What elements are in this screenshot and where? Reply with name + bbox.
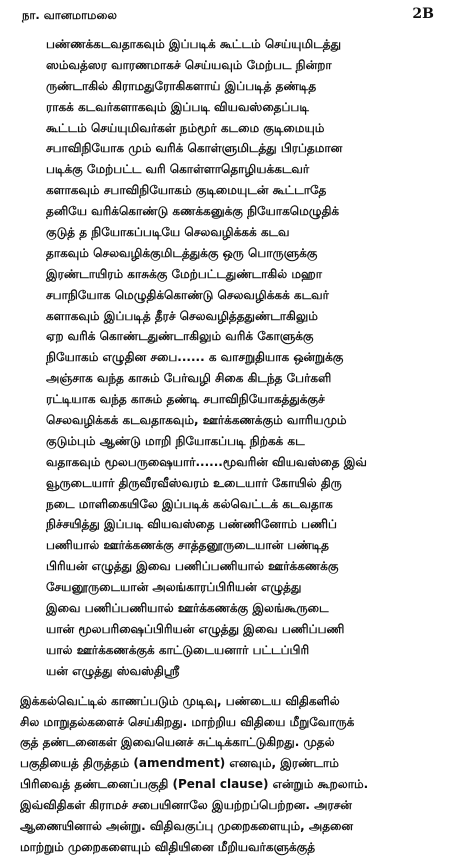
inscription-line: ஸம்வத்ஸர வாரணமாகச் செய்யவும் மேற்பட நின்றா	[46, 57, 332, 72]
inscription-line: பிரியன் எழுத்து இவை பணிப்பணியால் ஊர்க்கணக்கு	[46, 559, 339, 574]
inscription-line: ரட்டியாக வந்த காசும் தண்டி சபாவிநியோகத்துக்குச்	[46, 392, 325, 407]
inscription-line: கூட்டம் செய்யுமிவர்கள் நம்மூர் கடமை குடிமையும்	[46, 120, 325, 135]
inscription-line: பணியால் ஊர்க்கணக்கு சாத்தனூருடையான் பண்டித	[46, 538, 329, 553]
page-body	[20, 34, 434, 858]
inscription-line: சபாநியோக மெழுதிக்கொண்டு செலவழிக்கக் கடவர்	[46, 287, 329, 302]
inscription-line: தாகவும் செலவழிக்குமிடத்துக்கு ஒரு பொருளுக்கு	[46, 245, 318, 260]
commentary-line: பகுதியைத் திருத்தம் (amendment) எனவும், இரண்டாம்	[20, 756, 339, 771]
inscription-line: சபாவிநியோக மும் வரிக் கொள்ளுமிடத்து பிரப்தமான	[46, 141, 343, 156]
inscription-line: இரண்டாயிரம் காசுக்கு மேற்பட்டதுண்டாகில் மஹா	[46, 266, 323, 281]
inscription-line: நிச்சயித்து இப்படி வியவஸ்தை பண்ணினோம் பணிப்	[46, 517, 337, 532]
inscription-line: ருண்டாகில் கிராமதுரோகிகளாய் இப்படித் தண்டித	[46, 78, 317, 93]
inscription-line: களாகவும் இப்படித் தீரச் செலவழித்ததுண்டாகிலும்	[46, 308, 318, 323]
inscription-line: குடுத் த நியோகப்படியே செலவழிக்கக் கடவ	[46, 225, 290, 240]
inscription-line: பண்ணக்கடவதாகவும் இப்படிக் கூட்டம் செய்யுமிடத்து	[46, 37, 341, 51]
inscription-line: நியோகம் எழுதின சபை...... க வாசறுதியாக ஒன்றுக்கு	[46, 350, 344, 365]
inscription-line: வதாகவும் மூலபருஷையார்......மூவரின் வியவஸ்தை இவ்	[46, 454, 367, 469]
inscription-line: சேயனூருடையான் அலங்காரப்பிரியன் எழுத்து	[46, 580, 302, 595]
inscription-line: இவை பணிப்பணியால் ஊர்க்கணக்கு இலங்கூருடை	[46, 601, 329, 616]
commentary-line: இக்கல்வெட்டில் காணப்படும் முடிவு, பண்டைய விதிகளில்	[20, 693, 340, 708]
inscription-line: செலவழிக்கக் கடவதாகவும், ஊர்க்கணக்கும் வாரியமும்	[46, 413, 347, 428]
inscription-line: வூருடையார் திருவீரவீஸ்வரம் உடையார் கோயில் திரு	[46, 475, 342, 490]
commentary-line: சில மாறுதல்களைச் செய்கிறது. மாற்றிய விதியை மீறுவோருக்	[20, 714, 355, 729]
inscription-line: யால் ஊர்க்கணக்குக் காட்டுடையனார் பட்டப்பிரி	[46, 642, 310, 657]
inscription-line: யான் மூலபரிஷைப்பிரியன் எழுத்து இவை பணிப்பணி	[46, 621, 345, 636]
commentary-paragraph	[20, 691, 434, 858]
inscription-text-block	[20, 34, 434, 682]
inscription-line: நடை மாளிகையிலே இப்படிக் கல்வெட்டக் கடவதாக	[46, 496, 333, 511]
paragraph-gap	[20, 682, 434, 691]
inscription-line: தனியே வரிக்கொண்டு கணக்கனுக்கு நியோகமெழுதிக்	[46, 204, 340, 219]
commentary-line: இவ்விதிகள் கிராமச் சபையினாலே இயற்றப்பெற்றன. அரசன்	[20, 798, 352, 813]
inscription-line: படிக்கு மேற்பட்ட வரி கொள்ளாதொழியக்கடவர்	[46, 162, 310, 177]
commentary-line: ஆணையினால் அன்று. விதிவகுப்பு முறைகளையும், அதனை	[20, 818, 354, 833]
inscription-line: ராகக் கடவர்களாகவும் இப்படி வியவஸ்தைப்படி	[46, 99, 309, 114]
inscription-line: களாகவும் சபாவிநியோகம் குடிமையுடன் கூட்டாதே	[46, 183, 327, 198]
inscription-line: குடும்பும் ஆண்டு மாறி நியோகப்படி நிற்கக் கட	[46, 433, 305, 448]
commentary-line: மாற்றும் முறைகளையும் விதியினை மீறியவர்களுக்குத்	[20, 839, 316, 854]
inscription-line: யன் எழுத்து ஸ்வஸ்திஸ்ரீ	[46, 663, 180, 678]
running-header-author: நா. வானமாமலை	[22, 8, 117, 22]
commentary-line: குத் தண்டனைகள் இவையெனச் சுட்டிக்காட்டுகிறது. முதல்	[20, 735, 335, 750]
inscription-line: ஏற வரிக் கொண்டதுண்டாகிலும் வரிக் கோளுக்கு	[46, 329, 314, 344]
inscription-line: அஞ்சாக வந்த காசும் பேர்வழி சிகை கிடந்த பேர்களி	[46, 371, 332, 386]
commentary-line: பிரிவைத் தண்டனைப்பகுதி (Penal clause) என்றும் கூறலாம்.	[20, 777, 369, 792]
page-number: 2B	[412, 6, 434, 22]
page-header	[22, 8, 434, 26]
